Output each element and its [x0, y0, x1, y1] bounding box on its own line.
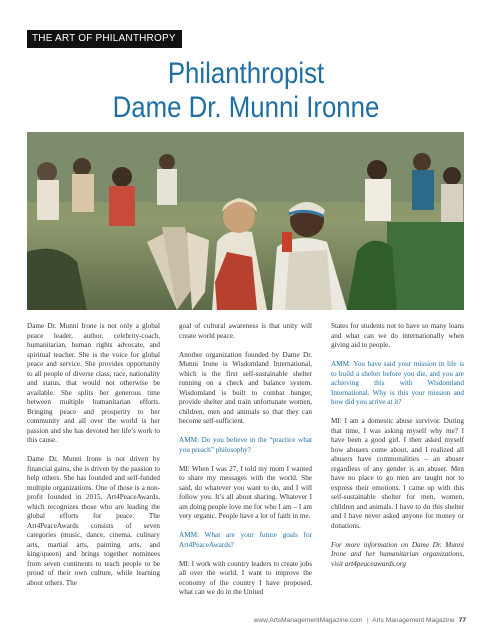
interview-answer: MI: I am a domestic abuse survivor. During that time, I was asking myself why me? I have been a good girl. I then asked myself how abusers come about, and I realized all abusers have commonalities – an abuser regardless of any gender is an abuser. Men have no place to go men are taught not to express their emotions. I came up with this self-sustainable shelter for men, women, children and animals. I have to do this shelter and I have never asked anyone for money or donations. — [331, 417, 464, 530]
paragraph: Dame Dr. Munni Irone is not driven by financial gains, she is driven by the passion to help others. She has founded and self-funded multiple organizations. One of those is a non-profit founded in 2015, Art4PeaceAwards, which recognizes those who are leading the global efforts for peace. The Art4PeaceAwards consists of seven categories (music, dance, cinema, culinary arts, martial arts, painting arts, and king/queen) and brings together nominees from seven continents to teach people to be proud of their own culture, while learning about others. The — [27, 455, 160, 587]
article-title-line-1: Philanthropist — [167, 57, 325, 90]
page-number: 77 — [458, 617, 466, 624]
interview-question: AMM: Do you believe in the “practice what you preach” philosophy? — [179, 436, 312, 454]
column-2 — [179, 322, 312, 607]
column-1 — [27, 322, 160, 598]
page-footer — [254, 617, 466, 624]
interview-answer: MI: I work with country leaders to create jobs all over the world. I want to improve the economy of the country I have proposed, what can we do in the United — [179, 559, 312, 596]
column-3 — [331, 322, 464, 579]
interview-question: AMM: What are your future goals for Art4PeaceAwards? — [179, 531, 312, 549]
paragraph: Dame Dr. Munni Irone is not only a global peace leader, author, celebrity-coach, humanitarian, human rights advocate, and spiritual teacher. She is the voice for global peace and service. She provides opportunity to all people of diverse class, race, nationality and status, that would not otherwise be available. She splits her generous time between multiple humanitarian efforts. Bringing peace and prosperity to her community and all over the world is her passion and she has devoted her life’s work to this cause. — [27, 322, 160, 444]
section-tag: THE ART OF PHILANTHROPY — [27, 30, 182, 48]
interview-answer: MI: When I was 27, I told my mom I wanted to share my messages with the world. She said, do whatever you want to do, and I will follow you. It’s all about sharing. Whatever I am doing people love me for who I am – I am very organic. People have a lot of faith in me. — [179, 464, 312, 520]
paragraph: States for students not to have so many loans and what can we do internationally when giving aid to people. — [331, 322, 464, 349]
footer-magazine-name: Arts Management Magazine — [372, 617, 455, 624]
footer-divider: | — [366, 617, 369, 624]
interview-question: AMM: You have said your mission in life is to build a shelter before you die, and you are achieving this with Wisdomland International. Why is this your mission and how did you arrive at it? — [331, 360, 464, 406]
paragraph: Another organization founded by Dame Dr. Munni Irone is Wisdomland International, which is the first self-sustainable shelter running on a check and balance system. Wisdomland is built to combat hunger, provide shelter and train unfortunate women, children, men and animals so that they can become self-sufficient. — [179, 350, 312, 425]
footer-website: www.ArtsManagementMagazine.com — [253, 617, 363, 624]
article-title-line-2: Dame Dr. Munni Ironne — [112, 91, 380, 124]
article-body — [27, 322, 464, 607]
article-photo — [27, 132, 464, 310]
paragraph: goal of cultural awareness is that unity will create world peace. — [179, 322, 312, 340]
info-note: For more information on Dame Dr. Munni Irone and her humanitarian organizations, visit art4peaceawards.org — [331, 540, 464, 568]
